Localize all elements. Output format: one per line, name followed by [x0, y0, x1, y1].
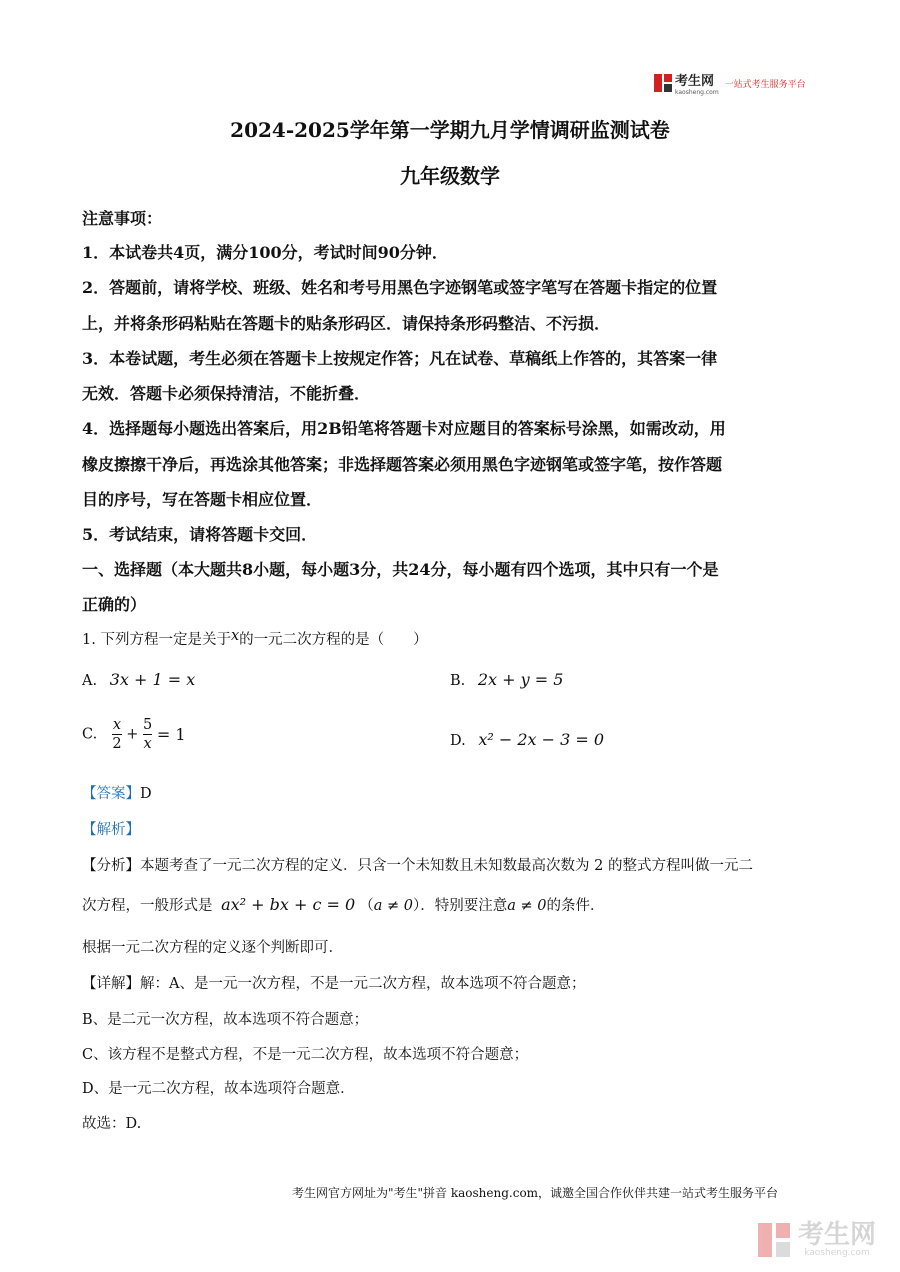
detail-line-3: C、该方程不是整式方程，不是一元二次方程，故本选项不符合题意；	[82, 1047, 529, 1063]
watermark-text: 考生网	[797, 1220, 876, 1250]
notice-line: 4．选择题每小题选出答案后，用2B铅笔将答题卡对应题目的答案标号涂黑，如需改动，用	[82, 419, 726, 438]
option-c-label: C.	[82, 726, 98, 743]
notice-line: 无效．答题卡必须保持清洁，不能折叠．	[82, 384, 371, 403]
option-b-label: B.	[450, 673, 466, 689]
detail-line-4: D、是一元二次方程，故本选项符合题意．	[82, 1081, 355, 1097]
footer-text: 考生网官方网址为"考生"拼音 kaosheng.com，诚邀全国合作伙伴共建一站式考生服务平台	[292, 1186, 779, 1200]
numerator: x	[112, 717, 122, 733]
notice-line: 1．本试卷共4页，满分100分，考试时间90分钟．	[82, 243, 448, 262]
option-a-label: A.	[82, 673, 98, 689]
option-d	[450, 730, 604, 749]
conclusion: 故选：D.	[82, 1116, 142, 1132]
detail-line-1	[82, 972, 585, 993]
condition: a ≠ 0	[373, 898, 413, 914]
fraction	[112, 716, 121, 753]
option-b-expr: 2x + y = 5	[477, 670, 564, 689]
option-d-label: D.	[450, 733, 466, 749]
stem-text: 1. 下列方程一定是关于	[82, 632, 231, 648]
watermark-logo-icon	[758, 1223, 792, 1257]
page-subtitle: 九年级数学	[400, 164, 500, 188]
stem-text-end: 的一元二次方程的是（ ）	[239, 632, 428, 648]
fenxi-text: （	[359, 898, 374, 914]
analysis-tag: 【解析】	[82, 822, 140, 838]
logo-name: 考生网	[675, 74, 715, 89]
fraction	[143, 716, 152, 753]
notice-line: 3．本卷试题，考生必须在答题卡上按规定作答；凡在试卷、草稿纸上作答的，其答案一律	[82, 349, 718, 368]
option-b	[450, 670, 563, 689]
fenxi-text: ）．特别要注意	[412, 898, 508, 914]
section-heading-cont: 正确的）	[82, 595, 147, 614]
notice-line: 橡皮擦擦干净后，再选涂其他答案；非选择题答案必须用黑色字迹钢笔或签字笔，按作答题	[82, 455, 723, 474]
detail-tag: 【详解】	[82, 976, 140, 992]
option-d-expr: x² − 2x − 3 = 0	[478, 730, 605, 749]
detail-text: 解：A、是一元一次方程，不是一元二次方程，故本选项不符合题意；	[140, 976, 586, 992]
denominator: 2	[112, 736, 122, 752]
answer-line	[82, 782, 152, 803]
page-title: 2024-2025学年第一学期九月学情调研监测试卷	[230, 118, 670, 142]
notice-line: 5．考试结束，请将答题卡交回．	[82, 525, 318, 544]
condition: a ≠ 0	[507, 898, 547, 914]
answer-tag: 【答案】	[82, 786, 140, 802]
watermark-domain: kaosheng.com	[804, 1248, 870, 1258]
header-logo	[654, 72, 806, 94]
answer-value: D	[140, 786, 152, 802]
section-heading: 一、选择题（本大题共8小题，每小题3分，共24分，每小题有四个选项，其中只有一个是	[82, 560, 719, 579]
notice-line: 2．答题前，请将学校、班级、姓名和考号用黑色字迹钢笔或签字笔写在答题卡指定的位置	[82, 278, 718, 297]
detail-line-2: B、是二元一次方程，故本选项不符合题意；	[82, 1012, 369, 1028]
notice-line: 上，并将条形码粘贴在答题卡的贴条形码区．请保持条形码整洁、不污损．	[82, 314, 611, 333]
denominator: x	[143, 736, 152, 752]
general-form-formula: ax² + bx + c = 0	[221, 895, 356, 914]
fenxi-text: 本题考查了一元二次方程的定义．只含一个未知数且未知数最高次数为 2 的整式方程叫做一元二	[140, 858, 753, 874]
fenxi-text: 的条件．	[546, 898, 605, 914]
fenxi-line-3: 根据一元二次方程的定义逐个判断即可．	[82, 940, 343, 956]
fenxi-tag: 【分析】	[82, 858, 140, 874]
kaosheng-logo-icon	[654, 74, 672, 92]
plus-sign: +	[126, 726, 139, 743]
numerator: 5	[143, 717, 153, 733]
option-a-expr: 3x + 1 = x	[109, 670, 196, 689]
option-a	[82, 670, 195, 689]
fenxi-line-2	[82, 894, 604, 915]
notice-line: 目的序号，写在答题卡相应位置．	[82, 490, 323, 509]
option-c-rhs: = 1	[156, 725, 186, 744]
question-stem	[82, 628, 428, 649]
notice-heading: 注意事项：	[82, 209, 163, 228]
watermark	[758, 1222, 876, 1258]
stem-variable: x	[230, 628, 240, 644]
logo-domain: kaosheng.com	[675, 89, 719, 96]
option-c	[82, 716, 186, 753]
fenxi-text: 次方程，一般形式是	[82, 898, 213, 914]
logo-slogan: 一站式考生服务平台	[724, 79, 806, 90]
fenxi-line-1	[82, 854, 753, 875]
